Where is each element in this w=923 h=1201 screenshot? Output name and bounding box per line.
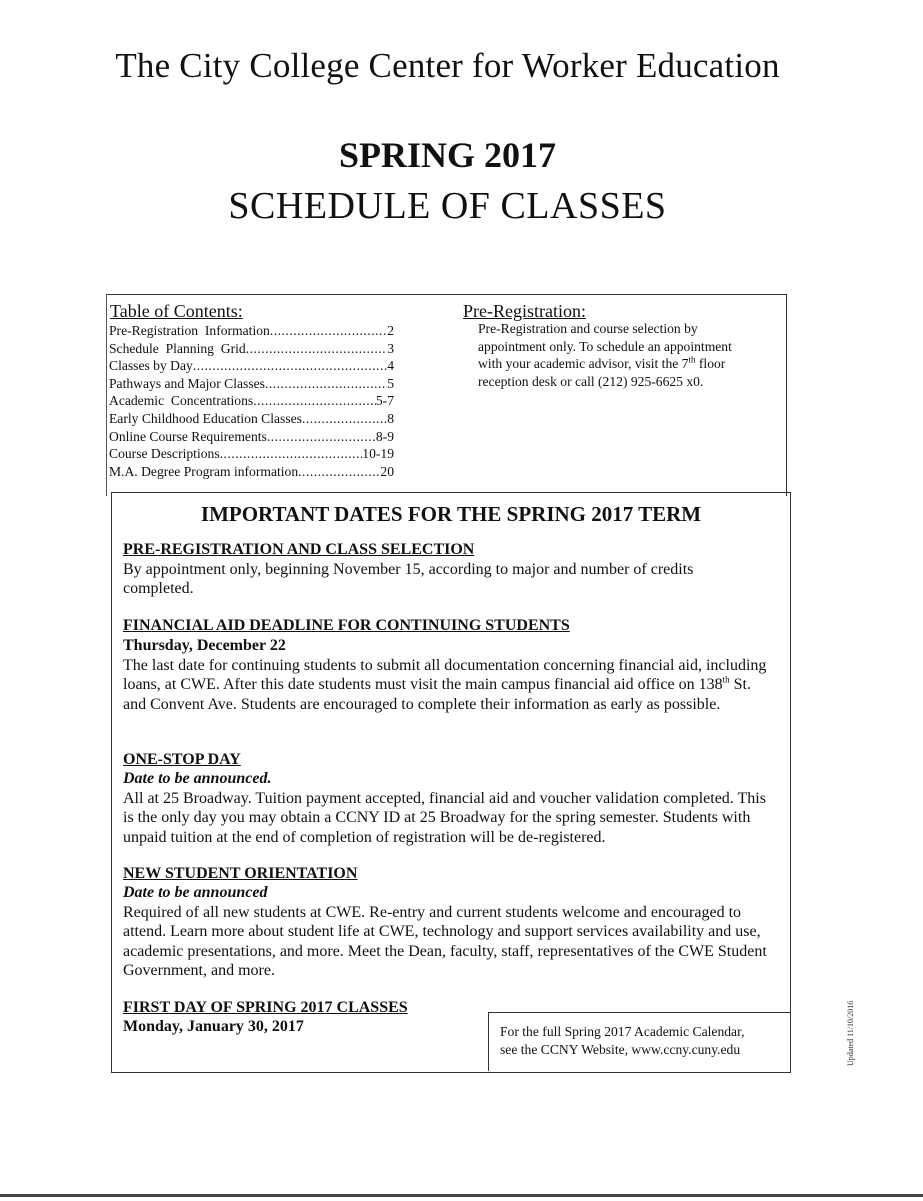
toc-item-page: 20	[380, 463, 394, 479]
institution-title: The City College Center for Worker Education	[115, 46, 780, 85]
toc-dot-leader	[298, 463, 380, 481]
toc-item-page: 8-9	[375, 428, 394, 444]
toc-item	[109, 410, 394, 428]
preregistration-line: appointment only. To schedule an appointment	[478, 338, 732, 354]
toc-item-label: Pathways and Major Classes	[109, 375, 265, 391]
toc-dot-leader	[267, 428, 376, 446]
toc-dot-leader	[265, 375, 387, 393]
toc-item	[109, 463, 394, 481]
toc-item-page: 3	[387, 340, 394, 356]
one-stop-day-section-title: ONE-STOP DAY	[123, 751, 241, 768]
toc-dot-leader	[253, 392, 376, 410]
updated-date-stamp: Updated 11/10/2016	[846, 1000, 855, 1066]
preregistration-heading: Pre-Registration:	[463, 301, 586, 321]
orientation-section-body: Required of all new students at CWE. Re-entry and current students welcome and encouraged to attend. Learn more about student life at CWE, technology and support services availability and use, academic presentations, and more. Meet the Dean, faculty, staff, representatives of the CWE Student Government, and more.	[123, 904, 767, 979]
toc-item-page: 10-19	[362, 446, 394, 462]
preregistration-section-title: PRE-REGISTRATION AND CLASS SELECTION	[123, 541, 475, 558]
toc-item-label: M.A. Degree Program information	[109, 463, 299, 479]
toc-item-label: Course Descriptions	[109, 446, 220, 462]
preregistration-line: with your academic advisor, visit the 7th floor	[478, 354, 726, 371]
toc-item-label: Early Childhood Education Classes	[109, 410, 302, 426]
one-stop-day-section-body: All at 25 Broadway. Tuition payment accepted, financial aid and voucher validation completed. This is the only day you may obtain a CCNY ID at 25 Broadway for the spring semester. Students with unpaid tuition at the end of completion of registration will be de-registered.	[123, 790, 766, 846]
toc-item	[109, 357, 394, 375]
bottom-edge-line	[0, 1194, 923, 1197]
preregistration-section-body: By appointment only, beginning November 15, according to major and number of credits completed.	[123, 561, 694, 598]
first-day-section-title: FIRST DAY OF SPRING 2017 CLASSES	[123, 999, 408, 1016]
toc-item-page: 5	[387, 375, 394, 391]
financial-aid-section-title: FINANCIAL AID DEADLINE FOR CONTINUING STUDENTS	[123, 617, 570, 634]
toc-dot-leader	[302, 410, 387, 428]
toc-item-page: 4	[387, 358, 394, 374]
calendar-note-line: see the CCNY Website, www.ccny.cuny.edu	[500, 1042, 741, 1057]
toc-list	[109, 322, 394, 480]
first-day-date: Monday, January 30, 2017	[123, 1018, 304, 1035]
preregistration-line: reception desk or call (212) 925-6625 x0.	[478, 373, 704, 389]
toc-item-label: Online Course Requirements	[109, 428, 267, 444]
toc-dot-leader	[220, 445, 363, 463]
toc-item	[109, 445, 394, 463]
financial-aid-deadline-date: Thursday, December 22	[123, 637, 286, 654]
toc-dot-leader	[270, 322, 387, 340]
toc-item-label: Academic Concentrations	[109, 393, 254, 409]
orientation-date: Date to be announced	[123, 884, 268, 901]
toc-item	[109, 322, 394, 340]
toc-dot-leader	[193, 357, 387, 375]
toc-item-label: Schedule Planning Grid	[109, 340, 246, 356]
toc-item	[109, 392, 394, 410]
document-title: SCHEDULE OF CLASSES	[228, 185, 667, 227]
toc-item	[109, 375, 394, 393]
one-stop-day-date: Date to be announced.	[123, 770, 272, 787]
preregistration-text	[478, 320, 778, 390]
toc-dot-leader	[246, 340, 388, 358]
toc-item	[109, 428, 394, 446]
toc-heading: Table of Contents:	[110, 301, 243, 321]
term-title: SPRING 2017	[338, 135, 557, 175]
toc-item-page: 5-7	[375, 393, 394, 409]
important-dates-heading: IMPORTANT DATES FOR THE SPRING 2017 TERM	[200, 502, 702, 526]
toc-item-page: 2	[387, 323, 394, 338]
preregistration-line: Pre-Registration and course selection by	[478, 321, 698, 336]
financial-aid-section-body: The last date for continuing students to submit all documentation concerning financial aid, including loans, at CWE. After this date students must visit the main campus financial aid office on 138th St. and Convent Ave. Students are encouraged to complete their information as early as possible.	[123, 657, 767, 713]
toc-item-page: 8	[387, 410, 394, 426]
toc-item	[109, 340, 394, 358]
orientation-section-title: NEW STUDENT ORIENTATION	[123, 865, 358, 882]
calendar-note-line: For the full Spring 2017 Academic Calendar,	[500, 1024, 745, 1039]
toc-item-label: Classes by Day	[109, 358, 193, 374]
toc-item-label: Pre-Registration Information	[109, 323, 270, 338]
academic-calendar-note	[500, 1023, 785, 1059]
